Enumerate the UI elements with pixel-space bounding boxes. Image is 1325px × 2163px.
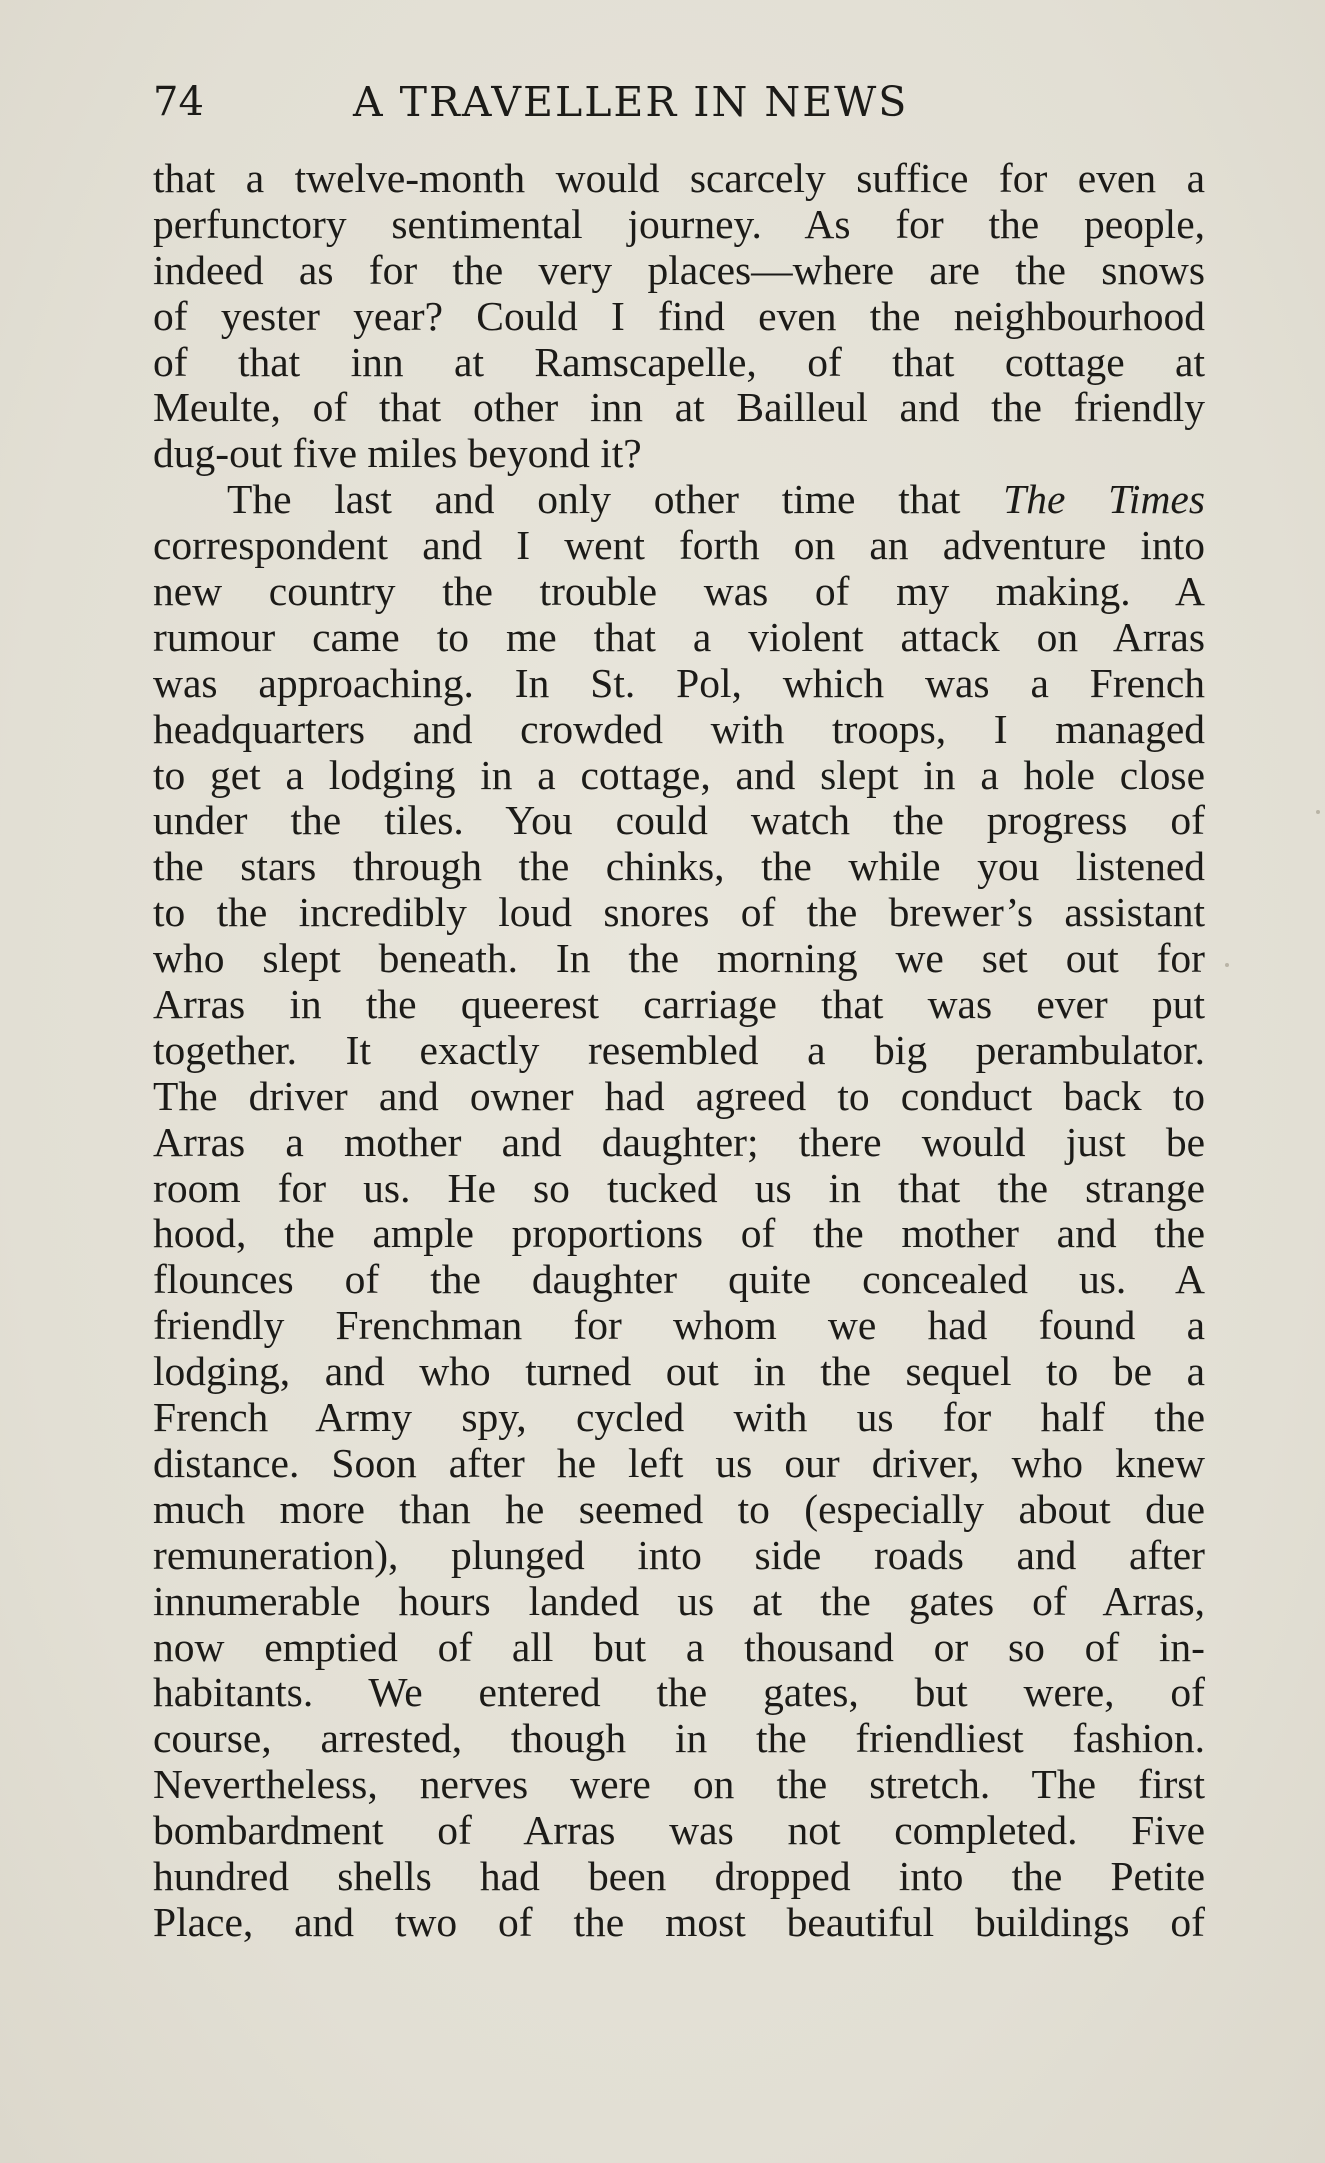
text-line: lodging, and who turned out in the sequel to be a [153,1349,1205,1395]
text-line: innumerable hours landed us at the gates of Arras, [153,1578,1205,1624]
text-line: that a twelve-month would scarcely suffice for even a [153,156,1205,201]
text-line: distance. Soon after he left us our driver, who knew [153,1440,1205,1486]
text-line: remuneration), plunged into side roads and after [153,1532,1205,1578]
text-line: indeed as for the very places—where are the snows [153,247,1205,293]
text-line: to the incredibly loud snores of the brewer’s assistant [153,890,1205,936]
body-text [153,156,1205,1946]
text-line: The driver and owner had agreed to conduct back to [153,1073,1205,1119]
text-line: headquarters and crowded with troops, I managed [153,706,1205,752]
text-line: under the tiles. You could watch the progress of [153,798,1205,844]
text-line: perfunctory sentimental journey. As for the people, [153,201,1205,247]
text-line: of yester year? Could I find even the neighbourhood [153,293,1205,339]
text-line: Place, and two of the most beautiful buildings of [153,1899,1205,1945]
text-line: flounces of the daughter quite concealed us. A [153,1257,1205,1303]
text-line: hundred shells had been dropped into the Petite [153,1853,1205,1899]
text-line: Arras a mother and daughter; there would just be [153,1119,1205,1165]
page-speck [1316,810,1320,814]
page-number: 74 [153,79,204,125]
text-line: Nevertheless, nerves were on the stretch. The first [153,1762,1205,1808]
text-line: the stars through the chinks, the while you listened [153,844,1205,890]
text-line: together. It exactly resembled a big perambulator. [153,1027,1205,1073]
text-line: bombardment of Arras was not completed. Five [153,1808,1205,1854]
text-line: rumour came to me that a violent attack on Arras [153,614,1205,660]
page-speck [1225,963,1229,967]
text-line: much more than he seemed to (especially about due [153,1486,1205,1532]
text-line: Arras in the queerest carriage that was ever put [153,982,1205,1028]
text-line: new country the trouble was of my making. A [153,569,1205,615]
paragraph-first-line: The last and only other time that The Times [227,477,1205,523]
text-line: French Army spy, cycled with us for half the [153,1395,1205,1441]
newspaper-title: The Times [1003,477,1205,523]
text-line: correspondent and I went forth on an adventure into [153,523,1205,569]
text-line: who slept beneath. In the morning we set out for [153,936,1205,982]
text-line: now emptied of all but a thousand or so of in- [153,1624,1205,1670]
text-line: friendly Frenchman for whom we had found a [153,1303,1205,1349]
text-line: Meulte, of that other inn at Bailleul and the friendly [153,385,1205,431]
text-line: dug-out five miles beyond it? [153,431,642,477]
text-line: habitants. We entered the gates, but were, of [153,1670,1205,1716]
text-line: to get a lodging in a cottage, and slept in a hole close [153,752,1205,798]
running-title: A TRAVELLER IN NEWS [353,78,909,126]
text-line: of that inn at Ramscapelle, of that cottage at [153,339,1205,385]
text-line: hood, the ample proportions of the mother and the [153,1211,1205,1257]
page-header [153,76,1205,128]
text-line: was approaching. In St. Pol, which was a French [153,660,1205,706]
text-line: room for us. He so tucked us in that the strange [153,1165,1205,1211]
text-line: course, arrested, though in the friendliest fashion. [153,1716,1205,1762]
